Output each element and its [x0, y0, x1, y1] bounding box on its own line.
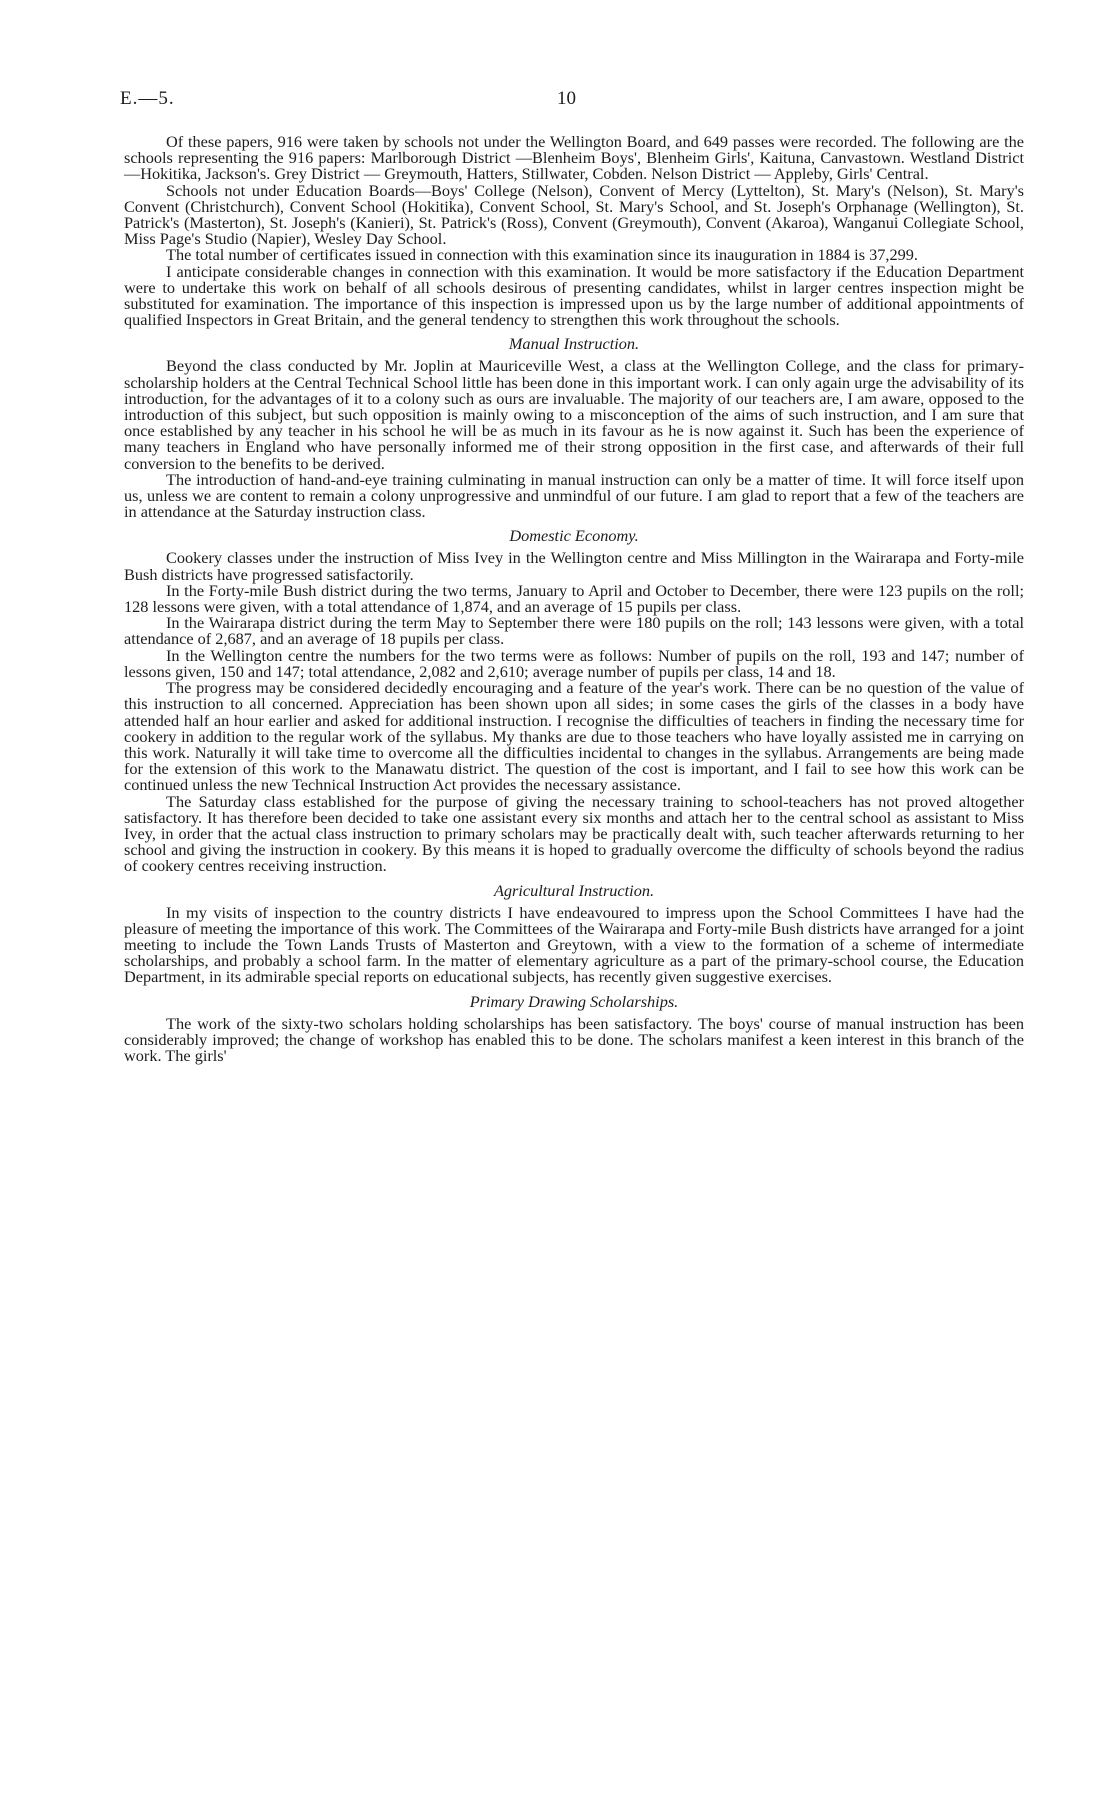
- paragraph: The work of the sixty-two scholars holding scholarships has been satisfactory. The boys' course of manual instruction has been considerably improved; the change of workshop has enabled this to be done. The scholars manifest a keen interest in this branch of the work. The girls': [124, 1013, 1024, 1065]
- paragraph: Beyond the class conducted by Mr. Joplin at Mauriceville West, a class at the Wellington College, and the class for primary-scholarship holders at the Central Technical School little has been done in this important work. I can only again urge the advisability of its introduction, for the advantages of it to a colony such as ours are invaluable. The majority of our teachers are, I am aware, opposed to the introduction of this subject, but such opposition is mainly owing to a misconception of the aims of such instruction, and I am sure that once established by any teacher in his school he will be as much in its favour as he is now against it. Such has been the experience of many teachers in England who have personally informed me of their strong opposition in the first case, and afterwards of their full conversion to the benefits to be derived.: [124, 356, 1024, 473]
- page-number: 10: [557, 88, 576, 109]
- section-heading-agricultural-instruction: Agricultural Instruction.: [493, 880, 655, 900]
- paragraph: The introduction of hand-and-eye training culminating in manual instruction can only be a matter of time. It will force itself upon us, unless we are content to remain a colony unprogressive and unmindful of our future. I am glad to report that a few of the teachers are in attendance at the Saturday instruction class.: [124, 469, 1024, 522]
- section-heading-manual-instruction: Manual Instruction.: [508, 334, 640, 354]
- paragraph: Schools not under Education Boards—Boys' College (Nelson), Convent of Mercy (Lyttelton), St. Mary's (Nelson), St. Mary's Convent (Christchurch), Convent School (Hokitika), Convent School, St. Mary's School, and St. Joseph's Orphanage (Wellington), St. Patrick's (Masterton), St. Joseph's (Kanieri), St. Patrick's (Ross), Convent (Greymouth), Convent (Akaroa), Wanganui Collegiate School, Miss Page's Studio (Napier), Wesley Day School.: [124, 180, 1024, 249]
- document-reference: E.—5.: [120, 88, 175, 109]
- paragraph: The total number of certificates issued in connection with this examination since its inauguration in 1884 is 37,299.: [166, 245, 918, 265]
- paragraph: The progress may be considered decidedly encouraging and a feature of the year's work. There can be no question of the value of this instruction to all concerned. Appreciation has been shown upon all sides; in some cases the girls of the classes in a body have attended half an hour earlier and asked for additional instruction. I recognise the difficulties of teachers in finding the necessary time for cookery in addition to the regular work of the syllabus. My thanks are due to those teachers who have loyally assisted me in carrying on this work. Naturally it will take time to overcome all the difficulties incidental to changes in the syllabus. Arrangements are being made for the extension of this work to the Manawatu district. The question of the cost is important, and I fail to see how this work can be continued unless the new Technical Instruction Act provides the necessary assistance.: [124, 678, 1024, 795]
- paragraph: In the Forty-mile Bush district during the two terms, January to April and October to December, there were 123 pupils on the roll; 128 lessons were given, with a total attendance of 1,874, and an average of 15 pupils per class.: [124, 580, 1024, 617]
- paragraph: I anticipate considerable changes in connection with this examination. It would be more satisfactory if the Education Department were to undertake this work on behalf of all schools desirous of presenting candidates, whilst in larger centres inspection might be substituted for examination. The importance of this inspection is impressed upon us by the large number of additional appointments of qualified Inspectors in Great Britain, and the general tendency to strengthen this work throughout the schools.: [124, 261, 1024, 330]
- section-heading-primary-drawing-scholarships: Primary Drawing Scholarships.: [469, 991, 679, 1011]
- document-page: [120, 88, 1024, 1065]
- paragraph: Cookery classes under the instruction of Miss Ivey in the Wellington centre and Miss Millington in the Wairarapa and Forty-mile Bush districts have progressed satisfactorily.: [124, 548, 1024, 584]
- page-header: [120, 88, 1024, 118]
- section-heading-domestic-economy: Domestic Economy.: [509, 526, 639, 546]
- paragraph: In the Wellington centre the numbers for the two terms were as follows: Number of pupils on the roll, 193 and 147; number of lessons given, 150 and 147; total attendance, 2,082 and 2,610; average number of pupils per class, 14 and 18.: [124, 645, 1024, 681]
- paragraph: Of these papers, 916 were taken by schools not under the Wellington Board, and 649 passes were recorded. The following are the schools representing the 916 papers: Marlborough District —Blenheim Boys', Blenheim Girls', Kaituna, Canvastown. Westland District—Hokitika, Jackson's. Grey District — Greymouth, Hatters, Stillwater, Cobden. Nelson District — Appleby, Girls' Central.: [124, 132, 1024, 184]
- document-body: [124, 134, 1024, 1064]
- paragraph: In the Wairarapa district during the term May to September there were 180 pupils on the roll; 143 lessons were given, with a total attendance of 2,687, and an average of 18 pupils per class.: [124, 613, 1024, 649]
- paragraph: In my visits of inspection to the country districts I have endeavoured to impress upon the School Committees I have had the pleasure of meeting the importance of this work. The Committees of the Wairarapa and Forty-mile Bush districts have arranged for a joint meeting to include the Town Lands Trusts of Masterton and Greytown, with a view to the formation of a scheme of intermediate scholarships, and probably a school farm. In the matter of elementary agriculture as a part of the primary-school course, the Education Department, in its admirable special reports on educational subjects, has recently given suggestive exercises.: [124, 902, 1024, 987]
- paragraph: The Saturday class established for the purpose of giving the necessary training to school-teachers has not proved altogether satisfactory. It has therefore been decided to take one assistant every six months and attach her to the central school as assistant to Miss Ivey, in order that the actual class instruction to primary scholars may be practically dealt with, such teacher afterwards returning to her school and giving the instruction in cookery. By this means it is hoped to gradually overcome the difficulty of schools beyond the radius of cookery centres receiving instruction.: [124, 791, 1024, 876]
